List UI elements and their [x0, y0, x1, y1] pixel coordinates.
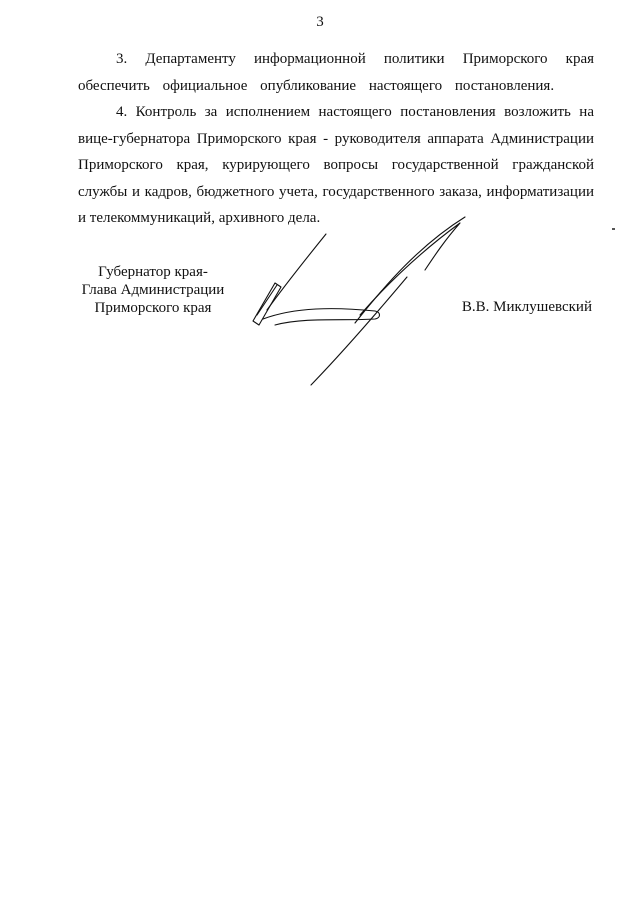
paragraph-3: 3. Департаменту информационной политики Приморского края обеспечить официальное опубликование настоящего постановления. [78, 51, 594, 94]
signatory-title [78, 263, 228, 317]
page-number: 3 [316, 14, 324, 30]
paragraph-4: 4. Контроль за исполнением настоящего постановления возложить на вице-губернатора Приморского края - руководителя аппарата Администрации Приморского края, курирующего вопросы государственной гражданской службы и кадров, бюджетного учета, государственного заказа, информатизации и телекоммуникаций, архивного дела. [78, 104, 594, 226]
signatory-title-line-2: Глава Администрации [81, 282, 225, 298]
signatory-title-line-3: Приморского края [94, 300, 212, 316]
scan-mark [612, 228, 615, 230]
signatory-name: В.В. Миклушевский [461, 299, 592, 315]
document-body [78, 46, 594, 232]
handwritten-signature [235, 215, 485, 395]
signatory-title-line-1: Губернатор края- [98, 264, 208, 280]
